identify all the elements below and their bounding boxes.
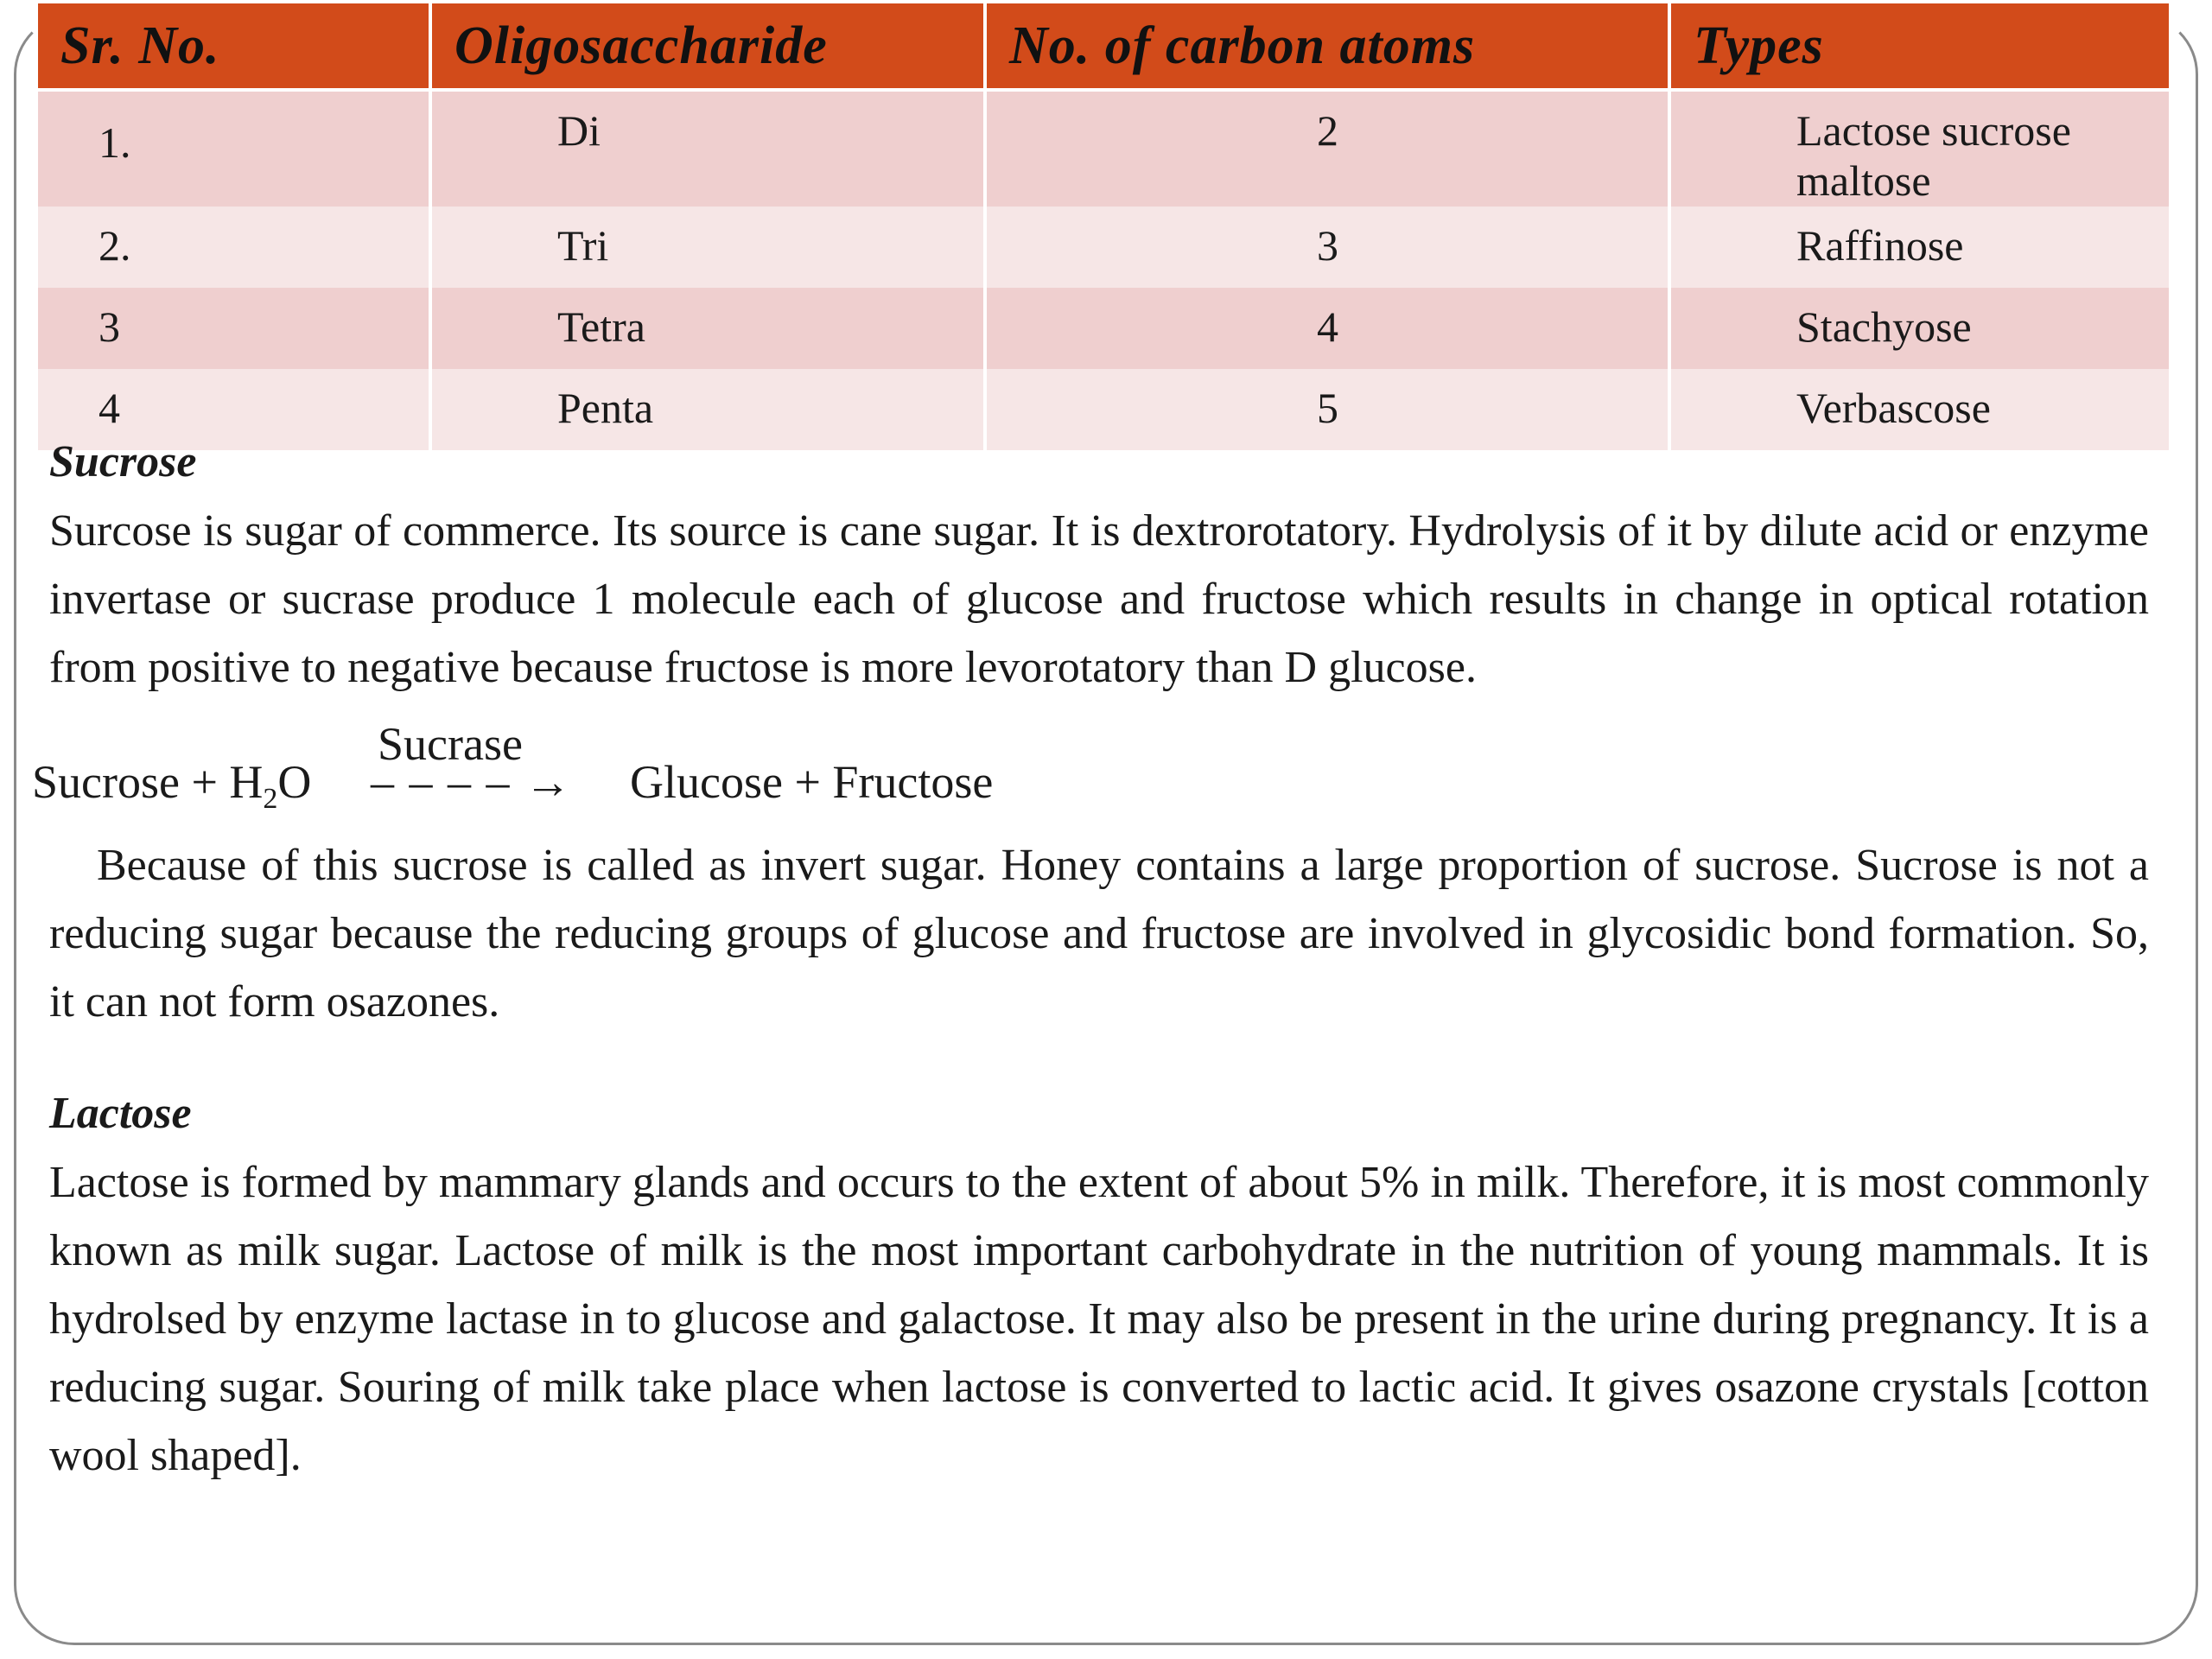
cell-sr-no: 4 — [36, 369, 430, 450]
table-row — [36, 207, 2171, 288]
table-row — [36, 288, 2171, 369]
equation-reactants — [32, 755, 311, 816]
cell-carbon-atoms: 2 — [985, 90, 1669, 207]
cell-oligosaccharide: Tetra — [430, 288, 985, 369]
sucrose-hydrolysis-equation — [32, 702, 2149, 831]
equation-products: Glucose + Fructose — [630, 756, 994, 808]
sucrose-paragraph-1: Surcose is sugar of commerce. Its source is cane sugar. It is dextrorotatory. Hydrolysis of it by dilute acid or enzyme invertase or sucrase produce 1 molecule each of glucose and fructose which results in change in optical rotation from positive to negative because fructose is more levorotatory than D glucose. — [49, 506, 2149, 692]
cell-types: Lactose sucrose maltose — [1669, 90, 2171, 207]
cell-sr-no: 3 — [36, 288, 430, 369]
cell-oligosaccharide: Di — [430, 90, 985, 207]
cell-carbon-atoms: 5 — [985, 369, 1669, 450]
header-carbon-atoms: No. of carbon atoms — [985, 2, 1669, 90]
lactose-heading: Lactose — [49, 1089, 192, 1138]
cell-types: Verbascose — [1669, 369, 2171, 450]
oligosaccharide-table — [35, 0, 2172, 450]
section-spacer — [49, 1036, 2149, 1088]
header-types: Types — [1669, 2, 2171, 90]
equation-enzyme: Sucrase — [378, 718, 523, 770]
lactose-paragraph: Lactose is formed by mammary glands and occurs to the extent of about 5% in milk. Therefore, it is most commonly known as milk sugar. Lactose of milk is the most important carbohydrate in the nutrition of young mammals. It is hydrolsed by enzyme lactase in to glucose and galactose. It may also be present in the urine during pregnancy. It is a reducing sugar. Souring of milk take place when lactose is converted to lactic acid. It gives osazone crystals [cotton wool shaped]. — [49, 1158, 2149, 1480]
cell-carbon-atoms: 3 — [985, 207, 1669, 288]
sucrose-heading: Sucrose — [49, 437, 197, 486]
body-content — [32, 436, 2149, 1490]
header-oligosaccharide: Oligosaccharide — [430, 2, 985, 90]
header-sr-no: Sr. No. — [36, 2, 430, 90]
cell-oligosaccharide: Tri — [430, 207, 985, 288]
reactants-prefix: Sucrose + H — [32, 756, 264, 808]
reactants-suffix: O — [277, 756, 312, 808]
cell-types: Stachyose — [1669, 288, 2171, 369]
cell-types: Raffinose — [1669, 207, 2171, 288]
reaction-arrow-icon: – – – – → — [371, 756, 573, 808]
table-row — [36, 90, 2171, 207]
water-subscript: 2 — [263, 782, 278, 815]
sucrose-paragraph-2: Because of this sucrose is called as invert sugar. Honey contains a large proportion of sucrose. Sucrose is not a reducing sugar because the reducing groups of glucose and fructose are involved in glycosidic bond formation. So, it can not form osazones. — [49, 841, 2149, 1027]
cell-sr-no: 2. — [36, 207, 430, 288]
cell-carbon-atoms: 4 — [985, 288, 1669, 369]
cell-sr-no: 1. — [36, 90, 430, 207]
table-header-row — [36, 2, 2171, 90]
cell-oligosaccharide: Penta — [430, 369, 985, 450]
